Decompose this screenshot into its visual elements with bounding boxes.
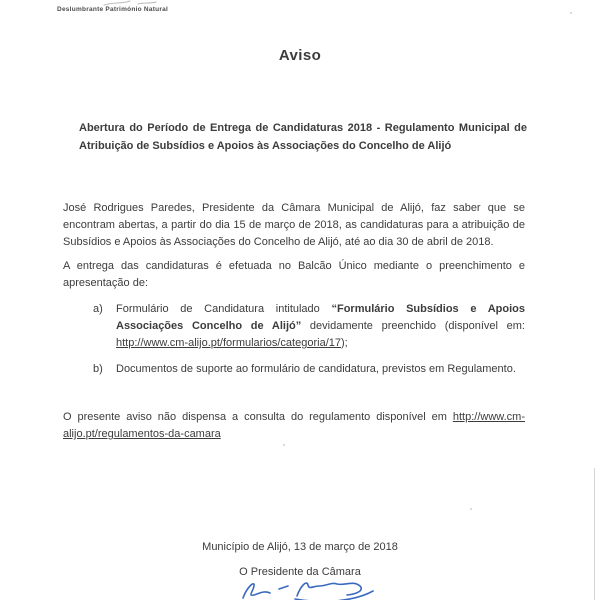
item-a-text-before: Formulário de Candidatura intitulado — [116, 303, 332, 315]
list-item-a — [93, 301, 525, 352]
closing-text-before: O presente aviso não dispensa a consulta do regulamento disponível em — [63, 411, 453, 423]
logo-tagline: Deslumbrante Património Natural — [57, 6, 169, 13]
paragraph-intro: José Rodrigues Paredes, Presidente da Câmara Municipal de Alijó, faz saber que se encontram abertas, a partir do dia 15 de março de 2018, as candidaturas para a atribuição de Subsídios e Apoios às Associações do Concelho de Alijó, até ao dia 30 de abril de 2018. — [63, 202, 525, 248]
forms-url-link[interactable]: http://www.cm-alijo.pt/formularios/categoria/17 — [116, 337, 341, 349]
list-item-a-text — [116, 301, 525, 352]
signatory-title-line: O Presidente da Câmara — [239, 566, 361, 578]
paragraph-closing — [63, 409, 525, 443]
place-and-date-line: Município de Alijó, 13 de março de 2018 — [202, 541, 398, 553]
list-marker-a: a) — [93, 303, 103, 315]
scan-speck — [570, 12, 572, 14]
list-item-b-text: Documentos de suporte ao formulário de candidatura, previstos em Regulamento. — [116, 363, 516, 375]
signature-scribble — [233, 577, 383, 600]
scan-speck — [283, 444, 285, 446]
item-a-text-middle: devidamente preenchido (disponível em: — [301, 320, 525, 332]
document-title: Aviso — [278, 47, 322, 64]
item-a-text-after: ); — [340, 337, 348, 349]
regulations-url-link[interactable]: http://www.cm-alijo.pt/regulamentos-da-camara — [63, 411, 525, 440]
paragraph-delivery: A entrega das candidaturas é efetuada no Balcão Único mediante o preenchimento e apresentação de: — [63, 260, 525, 289]
scan-speck — [470, 508, 472, 510]
signature-ink-strokes — [243, 583, 373, 600]
list-item-b — [93, 361, 525, 378]
item-a-form-title: “Formulário Subsídios e Apoios Associações Concelho de Alijó” — [116, 303, 525, 332]
subject-heading: Abertura do Período de Entrega de Candidaturas 2018 - Regulamento Municipal de Atribuição de Subsídios e Apoios às Associações do Concelho de Alijó — [79, 122, 527, 152]
scan-edge-artifact — [594, 468, 595, 600]
list-marker-b: b) — [93, 363, 103, 375]
